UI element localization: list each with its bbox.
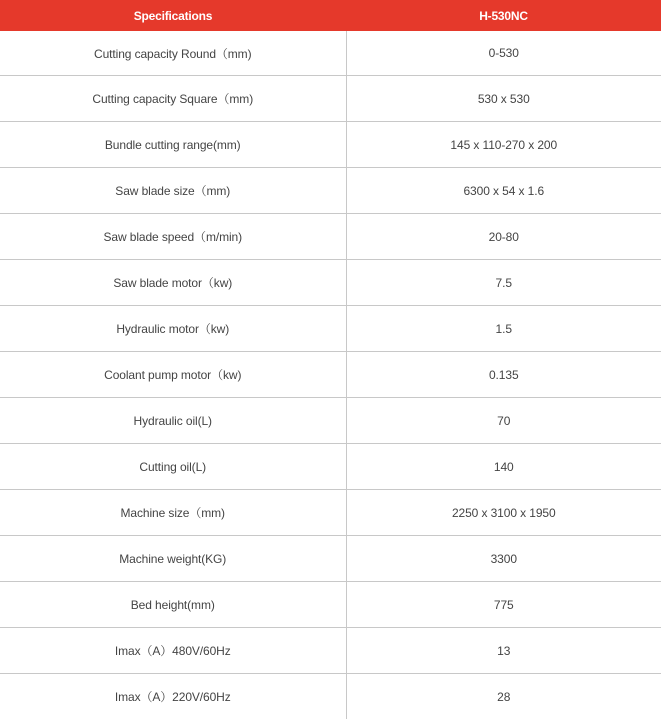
table-row	[0, 76, 661, 122]
spec-name: Cutting capacity Round（mm)	[0, 31, 346, 76]
spec-name: Cutting oil(L)	[0, 444, 346, 490]
spec-value: 775	[346, 582, 661, 628]
spec-value: 28	[497, 689, 511, 704]
spec-name: Imax（A）480V/60Hz	[0, 628, 346, 674]
table-row	[0, 306, 661, 352]
table-row	[0, 352, 661, 398]
spec-name: Imax（A）220V/60Hz	[0, 674, 346, 720]
spec-value: 145 x 110-270 x 200	[346, 122, 661, 168]
spec-value: 3300	[346, 536, 661, 582]
spec-value: 6300 x 54 x 1.6	[346, 168, 661, 214]
table-row	[0, 214, 661, 260]
table-row	[0, 260, 661, 306]
spec-value: 2250 x 3100 x 1950	[346, 490, 661, 536]
table-row	[0, 490, 661, 536]
header-row	[0, 0, 661, 31]
spec-name: Hydraulic motor（kw)	[0, 306, 346, 352]
spec-value: 140	[346, 444, 661, 490]
table-row	[0, 31, 661, 76]
spec-value: 1.5	[346, 306, 661, 352]
table-row	[0, 674, 661, 720]
spec-value: 0.135	[346, 352, 661, 398]
header-model: H-530NC	[346, 0, 661, 31]
spec-name: Machine weight(KG)	[0, 536, 346, 582]
table-row	[0, 582, 661, 628]
spec-value: 70	[346, 398, 661, 444]
spec-value: 20-80	[346, 214, 661, 260]
spec-name: Saw blade motor（kw)	[0, 260, 346, 306]
spec-name: Cutting capacity Square（mm)	[0, 76, 346, 122]
spec-name: Machine size（mm)	[0, 490, 346, 536]
spec-value: 0-530	[346, 31, 661, 76]
spec-name: Bed height(mm)	[0, 582, 346, 628]
table-row	[0, 168, 661, 214]
spec-name: Hydraulic oil(L)	[0, 398, 346, 444]
table-row	[0, 122, 661, 168]
spec-value: 530 x 530	[346, 76, 661, 122]
table-row	[0, 444, 661, 490]
header-specifications: Specifications	[0, 0, 346, 31]
table-row	[0, 398, 661, 444]
table-body	[0, 31, 661, 719]
spec-name: Coolant pump motor（kw)	[0, 352, 346, 398]
spec-name: Saw blade speed（m/min)	[0, 214, 346, 260]
spec-value: 7.5	[346, 260, 661, 306]
table-row	[0, 628, 661, 674]
table-header	[0, 0, 661, 31]
spec-name: Saw blade size（mm)	[0, 168, 346, 214]
spec-name: Bundle cutting range(mm)	[0, 122, 346, 168]
table-row	[0, 536, 661, 582]
spec-value: 13	[346, 628, 661, 674]
